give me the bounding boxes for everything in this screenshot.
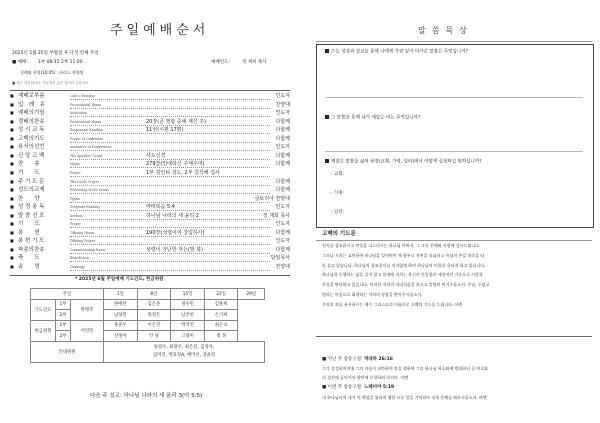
standing-marker-icon: ■: [10, 246, 14, 252]
header-week: 주일: [31, 289, 104, 300]
leader-dots: [70, 142, 270, 143]
money-label: 헌금위원: [31, 320, 56, 341]
order-item-label: 봉 헌 기 도: [18, 238, 45, 245]
order-item-english: Prayer of confession: [70, 136, 103, 141]
order-item-label: 말 씀 선 포: [18, 212, 45, 219]
standing-marker-icon: ■: [10, 264, 14, 269]
order-item-detail: 20장(큰 영광 중에 계신 주): [146, 118, 207, 125]
leader-dots: [70, 253, 270, 254]
usher-line: 김미연, 박효정A, 배미선, 장윤영: [152, 352, 216, 358]
usher-names: [104, 341, 265, 362]
table-cell: 고정미: [171, 331, 205, 342]
table-cell: 신정아: [104, 331, 138, 342]
order-item-label: 봉 헌: [18, 229, 40, 236]
order-item-detail: 190장(성령이여 강림하사): [146, 229, 205, 236]
header-week-5: 29일: [238, 289, 265, 300]
order-item-detail: 심령이 가난한 자는(말 복): [146, 246, 203, 253]
part-label: 2부: [56, 310, 71, 321]
service-time-label: ■ 예배:: [12, 60, 28, 65]
order-item-person: 다함께: [275, 118, 290, 125]
leader-dots: [70, 150, 270, 151]
leader-dots: [70, 176, 270, 177]
confession-title: 고백의 기도문: [322, 231, 356, 237]
header-week-2: 8일: [137, 289, 171, 300]
order-item-english: Responsive Reading: [70, 128, 103, 133]
this-week-verse-label: [322, 386, 394, 391]
table-cell: 정수민: [171, 299, 205, 310]
table-row: [31, 299, 265, 310]
leader-dots: [70, 185, 270, 186]
header-week-4: 22일: [204, 289, 238, 300]
standing-note: ■ 표는 일어섭니다. 가능하신 분은 일어서 주십시오.: [12, 81, 90, 85]
order-item-label: 파송의찬송: [18, 246, 45, 253]
leader-dots: [70, 244, 270, 245]
order-item-english: Scripture Reading: [70, 205, 100, 210]
table-cell: 정 성: [204, 331, 238, 342]
meditation-title-rule: [316, 41, 592, 42]
leader-dots: [70, 219, 270, 220]
label-text: ■ 지난 주 암송구절:: [322, 357, 363, 362]
this-week-verse: 내 하나님이여 내가 이 백성을 위하여 행한 모든 일을 기억하사 내게 은혜를 베푸시옵소서. 아멘: [322, 395, 487, 400]
leader-dots: [70, 193, 270, 194]
label-text: ■ 이번 주 암송구절:: [322, 385, 363, 390]
order-item-label: 찬 송: [18, 161, 40, 168]
order-item-person: 찬양대: [275, 264, 290, 270]
order-item-english: Sermon: [70, 213, 83, 218]
prayer-label: 기도인도: [31, 299, 56, 320]
standing-marker-icon: ■: [10, 204, 14, 210]
order-item-detail: 1부 김인티 성도, 2부 김석해 집사: [146, 169, 220, 176]
order-item-english: Doxology: [70, 265, 85, 269]
prayer-line: 그러나 저희는 교만하여 하나님을 잊어버린 채 함부로 자연을 파괴하고 욕심의 온갖 죄속을 따: [322, 252, 485, 258]
table-cell: 최은숙: [204, 320, 238, 331]
table-row: [31, 331, 265, 342]
standing-marker-icon: ■: [10, 187, 14, 193]
order-item-english: Offering Hymn: [70, 230, 95, 235]
order-item-english: Fellowship of the Saints: [70, 188, 109, 193]
order-item-detail: 마태복음 5:4: [146, 204, 175, 211]
standing-marker-icon: ■: [10, 221, 14, 227]
header-week-3: 15일: [171, 289, 205, 300]
order-item-english: Prayer: [70, 170, 81, 175]
question-2-text: 그 말씀을 통해 내가 깨달은 바는 무엇입니까?: [331, 115, 421, 121]
standing-marker-icon: ■: [10, 144, 14, 150]
order-item-person: 인도자: [275, 144, 290, 151]
meditation-box: [316, 44, 594, 228]
table-cell: 원정은: [137, 310, 171, 321]
usher-line: 송필수, 최광우, 최은길, 김정자,: [153, 345, 215, 351]
table-row: [31, 320, 265, 331]
order-item-english: Offering Prayer: [70, 239, 96, 244]
order-item-person: 다함께: [275, 187, 290, 194]
order-item-person: 인도자: [275, 238, 290, 245]
question-1-text: 오늘 성경과 설교를 통해 나에게 가장 깊이 다가온 말씀은 무엇입니까?: [331, 49, 468, 55]
service-date: 2025년 5월 25일 부활절 후 다섯 번째 주일: [12, 51, 99, 56]
order-item-english: The Lord's Prayer: [70, 179, 99, 184]
standing-marker-icon: ■: [10, 178, 14, 184]
answer-line[interactable]: [325, 97, 583, 98]
table-cell: 박지연: [171, 320, 205, 331]
prayer-line: 사물을 판단하고 있습니다. 이러한 저희의 어리석음을 보시고 불쌍히 여겨주옵소서. 주님, 두렵고: [322, 282, 490, 288]
last-week-verse-2: 의 성전에 들어가서 향단에 분향하려 한지라. 아멘: [322, 375, 409, 380]
leader-dots: [70, 227, 270, 228]
order-item-label: 예배로부름: [18, 93, 45, 99]
table-cell: 손기희: [204, 310, 238, 321]
table-row: [31, 289, 265, 300]
question-1: [325, 49, 468, 55]
leader-dots: [70, 261, 270, 262]
leader-dots: [70, 133, 270, 134]
order-item-label: 경배의찬송: [18, 118, 45, 125]
table-cell: 김훈희: [204, 299, 238, 310]
order-item-person: 담임목사: [270, 255, 290, 262]
order-item-english: Commissioning Hymn: [70, 247, 106, 252]
leader-dots: [70, 108, 270, 109]
standing-marker-icon: ■: [10, 255, 14, 261]
order-item-english: Processional Hymn: [70, 102, 102, 107]
offering-table: [30, 288, 265, 363]
order-top-rule: [10, 90, 290, 91]
order-item-label: 축 도: [18, 255, 40, 262]
order-item-label: 고백의기도: [18, 135, 45, 142]
order-item-detail: 11번(시편 17편): [146, 127, 184, 134]
order-item-person: 글로리아 찬양대: [254, 195, 290, 202]
verse-ref: 역대하 26:16: [363, 357, 393, 362]
order-item-english: Hymn: [70, 162, 80, 167]
order-item-label: 송 영: [18, 264, 40, 270]
leader-name: 정 재희 목사: [242, 60, 267, 65]
order-item-label: 예배의기원: [18, 110, 45, 117]
order-item-person: 다함께: [275, 229, 290, 236]
part-label: 2부: [56, 331, 71, 342]
order-item-label: 신 앙 고 백: [18, 152, 45, 159]
square-bullet-icon: [325, 159, 329, 163]
practice-home: · 가정:: [331, 191, 345, 196]
order-item-label: 성도의교제: [18, 187, 45, 194]
devotion-rule: [316, 336, 592, 337]
order-item-label: 주 기 도 문: [18, 178, 45, 185]
prayer-line: 천지를 창조하시고 만물을 다스리시는 하나님 아버지, 그 크신 은혜와 사랑에 감사드립니다.: [322, 243, 481, 248]
question-3-text: 깨달은 말씀을 삶의 현장(교회, 가정, 일터)에서 어떻게 실천하길 원하십니까?: [331, 159, 482, 165]
answer-line[interactable]: [325, 151, 583, 152]
prayer-line: 하나님과 동행하는 삶을 살지 않고 앞개에 저희는 육신의 안일함과 세상적인 기준으로 사람과: [322, 272, 483, 278]
standing-marker-icon: ■: [10, 118, 14, 124]
leader-dots: [70, 202, 270, 203]
leader-dots: [70, 236, 270, 237]
order-item-person: 다함께: [275, 127, 290, 134]
confession-rule: [316, 240, 592, 241]
leader-dots: [70, 125, 270, 126]
table-cell: 남궁현: [171, 310, 205, 321]
order-item-person: 다함께: [275, 161, 290, 168]
order-item-detail: 하나님 나라의 새 윤리 2: [146, 212, 200, 219]
standing-marker-icon: ■: [10, 195, 14, 201]
prayer-leader: 박명주: [71, 299, 104, 320]
standing-marker-icon: ■: [10, 152, 14, 158]
leader-dots: [70, 167, 270, 168]
order-item-english: Processional Hymn: [70, 119, 102, 124]
order-item-english: Hymn: [70, 196, 80, 201]
standing-marker-icon: ■: [10, 93, 14, 98]
bulletin-title: 주일예배순서: [110, 23, 210, 38]
question-3: [325, 159, 482, 165]
prayer-line: 우리의 죄를 용서하시는 예수 그리스도의 이름으로 고백의 기도를 드립니다. 아멘: [322, 301, 463, 307]
order-item-english: Benediction: [70, 256, 90, 261]
service-time: 1부 09:15 2부 11:00: [38, 60, 83, 65]
standing-marker-icon: ■: [10, 110, 14, 116]
table-cell: 김은홍: [137, 299, 171, 310]
verse-ref: 느헤미야 5:19: [363, 385, 395, 390]
order-item-person: 다함께: [275, 246, 290, 253]
order-item-detail: 279장(인애하신 구세주여): [146, 161, 205, 168]
question-2: [325, 115, 420, 121]
leader-dots: [70, 270, 270, 271]
order-item-person: 다함께: [275, 152, 290, 159]
meditation-title: 말씀묵상: [418, 26, 473, 35]
header-week-1: 1일: [104, 289, 138, 300]
order-item-person: 인도자: [275, 204, 290, 211]
money-leader: 서연민: [71, 320, 104, 341]
square-bullet-icon: [325, 49, 329, 53]
prayer-line: 라 살고 있습니다. 하나님의 창조질서를 어지럽게 하며 하나님의 이름을 욕되게 하고 있습니다.: [322, 262, 486, 268]
order-item-label: 입 례 송: [18, 101, 45, 108]
table-cell: 이은진: [137, 320, 171, 331]
standing-marker-icon: ■: [10, 229, 14, 235]
order-item-person: 정 재희 목사: [262, 212, 290, 219]
part-label: 1부: [56, 320, 71, 331]
order-item-person: 인도자: [275, 221, 290, 228]
last-week-verse: 그가 강성하여지매 그의 마음이 교만하여 악을 행하여 그의 하나님 여호와께 범죄하되 곧 여호와: [322, 366, 488, 371]
part-label: 1부: [56, 299, 71, 310]
table-cell: 안 낭: [137, 331, 171, 342]
order-item-english: Call to Worship: [70, 94, 95, 98]
order-item-english: Assurance of Forgiveness: [70, 145, 112, 150]
next-week-sermon: 다음 주 설교: 하나님 나라의 새 윤리 3(마 5:5): [90, 393, 203, 399]
table-cell: 현애란: [104, 299, 138, 310]
standing-marker-icon: ■: [10, 161, 14, 167]
order-item-person: 다함께: [275, 178, 290, 185]
order-item-person: 인도자: [275, 93, 290, 99]
square-bullet-icon: [325, 115, 329, 119]
order-item-label: 기 도: [18, 221, 40, 228]
order-item-detail: 사도신경: [146, 152, 166, 159]
order-item-person: 다함께: [275, 135, 290, 142]
standing-marker-icon: ■: [10, 212, 14, 218]
order-item-label: 용서의선언: [18, 144, 45, 151]
order-item-english: The Apostles' Creed: [70, 153, 103, 158]
last-week-verse-label: [322, 358, 393, 363]
order-item-person: 인도자: [275, 110, 290, 117]
standing-marker-icon: ■: [10, 101, 14, 107]
standing-marker-icon: ■: [10, 169, 14, 175]
prayer-line: 떨리는 마음으로 회개하는 저희의 상함을 받아주시옵소서.: [322, 292, 423, 297]
practice-church: · 교회:: [331, 172, 345, 177]
order-item-english: Prayer: [70, 222, 81, 227]
leader-dots: [70, 99, 270, 100]
leader-label: 예배인도:: [211, 60, 230, 65]
order-item-label: 기 도: [18, 169, 40, 176]
leader-dots: [70, 159, 270, 160]
order-bottom-rule: [10, 275, 290, 276]
order-item-label: 성 경 봉 독: [18, 204, 45, 211]
standing-marker-icon: ■: [10, 135, 14, 141]
order-item-person: 찬양대: [275, 101, 290, 108]
table-row: [31, 341, 265, 362]
table-cell: 남성민: [104, 310, 138, 321]
practice-work: · 일터:: [331, 210, 345, 215]
order-item-label: 찬 양: [18, 195, 40, 202]
order-item-label: 성 시 교 독: [18, 127, 45, 134]
praise-team-line: 경배와 찬양(10:45) : 카리스 찬양팀: [20, 70, 84, 75]
standing-marker-icon: ■: [10, 127, 14, 133]
leader-dots: [70, 210, 270, 211]
table-row: [31, 310, 265, 321]
table-cell: 홍준우: [104, 320, 138, 331]
standing-marker-icon: ■: [10, 238, 14, 244]
offering-table-title: * 2025년 6월 주일예배 기도인도, 헌금위원: [75, 277, 164, 282]
order-item-english: Invocation: [70, 111, 87, 116]
usher-label: 안내위원: [31, 341, 104, 362]
leader-dots: [70, 116, 270, 117]
